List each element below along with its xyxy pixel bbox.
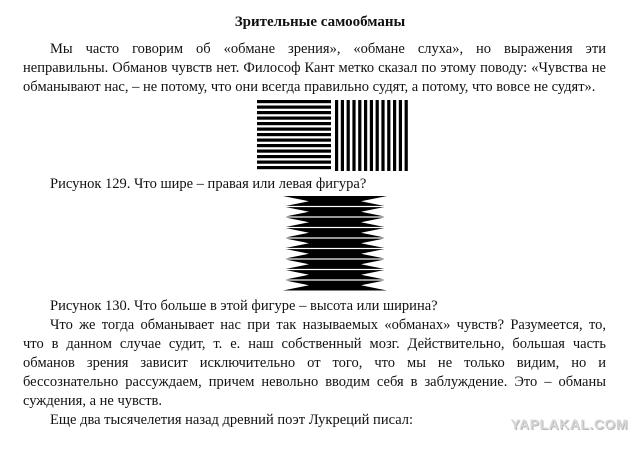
horizontal-stripe bbox=[257, 166, 331, 169]
horizontal-stripe bbox=[257, 117, 331, 120]
figure-129-illustration bbox=[257, 100, 409, 171]
horizontal-stripe bbox=[257, 100, 331, 103]
arrowhead-band bbox=[283, 228, 387, 239]
vertical-stripe bbox=[341, 100, 344, 171]
arrowhead-band bbox=[283, 249, 387, 260]
vertical-stripe bbox=[358, 100, 361, 171]
horizontal-stripe bbox=[257, 128, 331, 131]
horizontal-stripe bbox=[257, 122, 331, 125]
paragraph-1-line-3: обманывают нас, – не потому, что они всегда правильно судят, а потому, что вовсе не судят». bbox=[23, 79, 596, 95]
band-separator bbox=[283, 269, 387, 270]
arrowhead-band bbox=[283, 259, 387, 270]
arrowhead-band bbox=[283, 217, 387, 228]
arrowhead-band bbox=[283, 238, 387, 249]
vertical-stripe bbox=[405, 100, 408, 171]
vertical-stripe bbox=[387, 100, 390, 171]
arrowhead-band bbox=[283, 280, 387, 291]
horizontal-stripe bbox=[257, 155, 331, 158]
arrowhead-band bbox=[283, 207, 387, 218]
band-separator bbox=[283, 279, 387, 280]
paragraph-2-line-3: обманов зрения зависит исключительно от того, что мы не только видим, но и bbox=[23, 355, 606, 371]
vertical-stripe bbox=[352, 100, 355, 171]
vertical-stripe bbox=[370, 100, 373, 171]
paragraph-1-line-1: Мы часто говорим об «обмане зрения», «обмане слуха», но выражения эти bbox=[50, 41, 606, 57]
band-separator bbox=[283, 216, 387, 217]
horizontal-stripe bbox=[257, 133, 331, 136]
arrowhead-band bbox=[283, 196, 387, 207]
band-separator bbox=[283, 206, 387, 207]
vertical-stripe bbox=[347, 100, 350, 171]
band-separator bbox=[283, 248, 387, 249]
paragraph-2-line-4: бессознательно рассуждаем, причем невольно вводим себя в заблуждение. Это – обманы bbox=[23, 374, 606, 390]
figure-130-caption: Рисунок 130. Что больше в этой фигуре – высота или ширина? bbox=[50, 298, 438, 314]
paragraph-2-line-1: Что же тогда обманывает нас при так называемых «обманах» чувств? Разумеется, то, bbox=[50, 317, 606, 333]
paragraph-2-line-2: что в данном случае судит, т. е. наш собственный мозг. Действительно, большая часть bbox=[23, 336, 606, 352]
figure-130-illustration bbox=[283, 196, 387, 291]
band-separator bbox=[283, 258, 387, 259]
paragraph-3-line-1: Еще два тысячелетия назад древний поэт Лукреций писал: bbox=[50, 412, 414, 428]
page-title: Зрительные самообманы bbox=[234, 14, 406, 30]
vertical-stripe bbox=[376, 100, 379, 171]
arrowhead-band bbox=[283, 270, 387, 281]
horizontal-stripe bbox=[257, 161, 331, 164]
horizontal-stripes-square bbox=[257, 100, 331, 169]
vertical-stripe bbox=[381, 100, 384, 171]
vertical-stripe bbox=[335, 100, 338, 171]
paragraph-2-line-5: суждения, а не чувств. bbox=[23, 393, 163, 409]
horizontal-stripe bbox=[257, 111, 331, 114]
band-separator bbox=[283, 237, 387, 238]
horizontal-stripe bbox=[257, 106, 331, 109]
horizontal-stripe bbox=[257, 144, 331, 147]
horizontal-stripe bbox=[257, 139, 331, 142]
vertical-stripe bbox=[393, 100, 396, 171]
vertical-stripes-square bbox=[335, 100, 408, 171]
band-separator bbox=[283, 227, 387, 228]
stacked-arrowheads-figure bbox=[283, 196, 387, 291]
site-watermark: YAPLAKAL.COM bbox=[510, 416, 628, 432]
figure-129-caption: Рисунок 129. Что шире – правая или левая фигура? bbox=[50, 176, 367, 192]
horizontal-stripe bbox=[257, 150, 331, 153]
vertical-stripe bbox=[364, 100, 367, 171]
vertical-stripe bbox=[399, 100, 402, 171]
paragraph-1-line-2: неправильны. Обманов чувств нет. Философ Кант метко сказал по этому поводу: «Чувства не bbox=[23, 60, 606, 76]
